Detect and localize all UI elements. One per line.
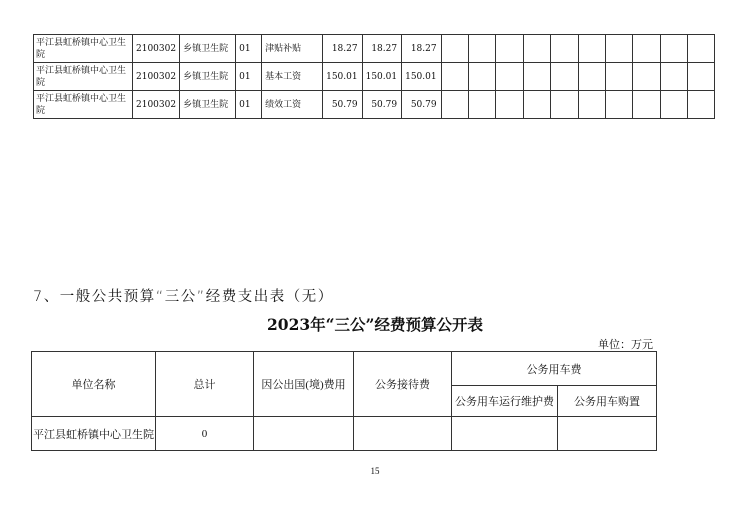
empty-cell [495,91,523,119]
empty-cell [632,91,660,119]
empty-cell [523,91,550,119]
sangong-expense-table [31,351,657,451]
empty-cell [605,35,632,63]
empty-cell [550,35,578,63]
total-cell: 50.79 [323,91,363,119]
empty-cell [523,35,550,63]
subtotal-cell: 18.27 [362,35,402,63]
empty-cell [605,63,632,91]
abroad-cell [254,417,354,451]
empty-cell [550,91,578,119]
header-vehicle-operation: 公务用车运行维护费 [452,386,558,417]
unit-name-cell: 平江县虹桥镇中心卫生院 [34,91,133,119]
empty-cell [687,63,714,91]
empty-cell [468,63,495,91]
empty-cell [441,63,468,91]
header-row [32,352,657,386]
table-row [34,35,715,63]
amount-cell: 18.27 [402,35,442,63]
type-code-cell: 01 [236,35,262,63]
empty-cell [441,91,468,119]
function-code-cell: 2100302 [133,35,180,63]
total-cell: 0 [156,417,254,451]
empty-cell [578,91,605,119]
table-row [34,63,715,91]
empty-cell [632,35,660,63]
empty-cell [550,63,578,91]
function-code-cell: 2100302 [133,91,180,119]
subtotal-cell: 50.79 [362,91,402,119]
amount-cell: 50.79 [402,91,442,119]
reception-cell [354,417,452,451]
table-title: 2023年“三公”经费预算公开表 [267,315,483,334]
total-cell: 18.27 [323,35,363,63]
unit-name-cell: 平江县虹桥镇中心卫生院 [32,417,156,451]
unit-label: 单位：万元 [598,339,653,351]
table-row [34,91,715,119]
category-cell: 乡镇卫生院 [180,35,236,63]
item-name-cell: 绩效工资 [262,91,323,119]
category-cell: 乡镇卫生院 [180,63,236,91]
header-total: 总计 [156,352,254,417]
empty-cell [687,35,714,63]
vehicle-purchase-cell [558,417,657,451]
function-code-cell: 2100302 [133,63,180,91]
subtotal-cell: 150.01 [362,63,402,91]
empty-cell [687,91,714,119]
empty-cell [578,35,605,63]
empty-cell [578,63,605,91]
empty-cell [660,63,687,91]
empty-cell [441,35,468,63]
type-code-cell: 01 [236,91,262,119]
vehicle-operation-cell [452,417,558,451]
empty-cell [468,91,495,119]
empty-cell [660,35,687,63]
header-abroad-expense: 因公出国(境)费用 [254,352,354,417]
unit-name-cell: 平江县虹桥镇中心卫生院 [34,35,133,63]
section-title: 7、一般公共预算“三公”经费支出表（无） [33,289,334,305]
empty-cell [660,91,687,119]
amount-cell: 150.01 [402,63,442,91]
budget-detail-table [33,34,715,119]
empty-cell [495,63,523,91]
type-code-cell: 01 [236,63,262,91]
header-unit-name: 单位名称 [32,352,156,417]
page-number: 15 [370,466,380,476]
empty-cell [495,35,523,63]
header-vehicle-purchase: 公务用车购置 [558,386,657,417]
empty-cell [468,35,495,63]
item-name-cell: 基本工资 [262,63,323,91]
table-row [32,417,657,451]
empty-cell [605,91,632,119]
total-cell: 150.01 [323,63,363,91]
header-reception-expense: 公务接待费 [354,352,452,417]
category-cell: 乡镇卫生院 [180,91,236,119]
empty-cell [523,63,550,91]
empty-cell [632,63,660,91]
unit-name-cell: 平江县虹桥镇中心卫生院 [34,63,133,91]
item-name-cell: 津贴补贴 [262,35,323,63]
header-vehicle-expense: 公务用车费 [452,352,657,386]
